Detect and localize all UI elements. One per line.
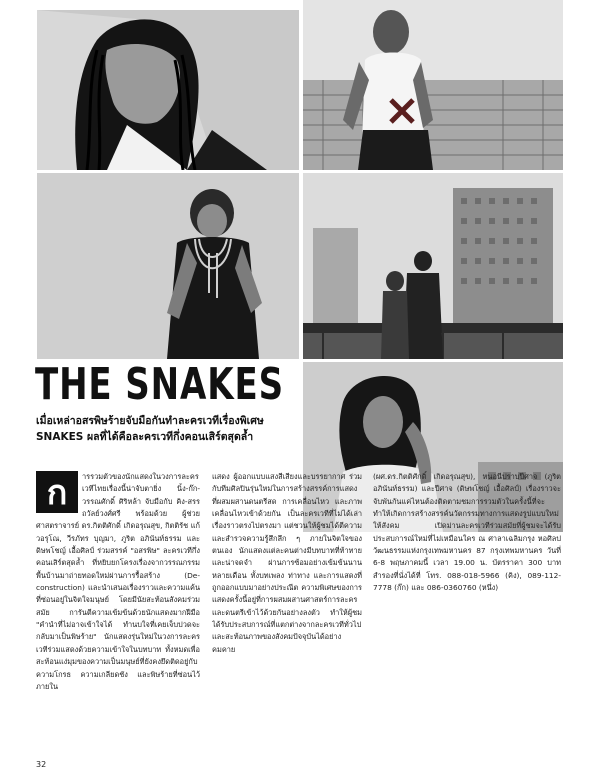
- photo-city-rooftop: [303, 173, 563, 359]
- article-subtitle: เมื่อเหล่าอสรพิษร้ายจับมือกันทำละครเวทีเรื่องพิเศษ SNAKES ผลที่ได้คือละครเวทีกึ่งคอนเสิร์ตสุดล้ำ: [36, 415, 264, 443]
- photo-chains-portrait: [37, 173, 299, 359]
- body-column-1-text: ารรวมตัวของนักแสดงในวงการละครเวทีไทยเรื่องนี้น่าจับตายิ่ง นิ้ง-ก๊ก-วรรณศักดิ์ ศิริหล้า จับมือกับ คิง-สรร ถวัลย์วงศ์ศรี พร้อมด้วย ผู้ช่วยศาสตราจารย์ ดร.กิตติศักดิ์ เกิดอรุณสุข, กิตติรัช แก้วอรุโณ, วีรภัทร บุญมา, ภูริต อภินันท์ธรรม และ ดิษพโชญ์ เอื้อศิลป์ ร่วมสรรค์ "อสรพิษ" ละครเวทีกึ่งคอนเสิร์ตสุดล้ำ ที่หยิบยกโครงเรื่องจากวรรณกรรมพื้นบ้านมาถ่ายทอดใหม่ผ่านการรื้อสร้าง (De-construction) และนำเสนอเรื่องราวและความแค้นที่ซ่อนอยู่ในจิตใจมนุษย์ โดยมีนัยสะท้อนสังคมร่วมสมัย การันตีความเข้มข้นด้วยนักแสดงมากฝีมือ "คำนำที่ไม่อาจเข้าใจได้ ทำนบใจที่เคยเจ็บปวดจะกลับมาเป็นพิษร้าย" นักแสดงรุ่นใหม่ในวงการละครเวทีร่วมแสดงด้วยความเข้าใจในบทบาท ทั้งหมดเพื่อสะท้อนแง่มุมของความเป็นมนุษย์ที่ยังคงยึดติดอยู่กับความโกรธ ความเกลียดชัง และพิษร้ายที่ซ่อนไว้ภายใน: [36, 472, 200, 691]
- article-title: THE SNAKES: [35, 359, 284, 410]
- body-column-2: แสดง ผู้ออกแบบแสงสีเสียงและบรรยากาศ ร่วมกับทีมศิลปินรุ่นใหม่ในการสร้างสรรค์การแสดงที่ผสมผสานดนตรีสด การเคลื่อนไหว และภาพเคลื่อนไหวเข้าด้วยกัน เป็นละครเวทีที่ไม่ได้เล่าเรื่องราวตรงไปตรงมา แต่ชวนให้ผู้ชมได้ตีความและสำรวจความรู้สึกลึก ๆ ภายในจิตใจของตนเอง นักแสดงแต่ละคนต่างมีบทบาทที่ท้าทายและน่าจดจำ ผ่านการซ้อมอย่างเข้มข้นนานหลายเดือน ทั้งบทเพลง ท่าทาง และการแสดงที่ถูกออกแบบมาอย่างประณีต ความพิเศษของการแสดงครั้งนี้อยู่ที่การผสมผสานศาสตร์การละครและดนตรีเข้าไว้ด้วยกันอย่างลงตัว ทำให้ผู้ชมได้รับประสบการณ์ที่แตกต่างจากละครเวทีทั่วไป และสะท้อนภาพของสังคมปัจจุบันได้อย่างคมคาย: [212, 472, 362, 654]
- drop-cap-space: [36, 471, 82, 517]
- body-column-3: (ผศ.ดร.กิตติศักดิ์ เกิดอรุณสุข), หนอนีปราบปีศาจ (ภูริต อภินันท์ธรรม) และปีศาจ (ดิษพโชญ์ เอื้อศิลป์) เรื่องราวจะจับพันกันแค่ไหนต้องติดตามชมการรวมตัวในครั้งนี้ที่จะทำให้เกิดการสร้างสรรค์นวัตกรรมทางการแสดงรูปแบบใหม่ให้สังคม เปิดม่านละครเวทีร่วมสมัยที่ผู้ชมจะได้รับประสบการณ์ใหม่ที่ไม่เหมือนใคร ณ ศาลาเฉลิมกรุง หอศิลปวัฒนธรรมแห่งกรุงเทพมหานคร 87 กรุงเทพมหานคร วันที่ 6-8 พฤษภาคมนี้ เวลา 19.00 น. บัตรราคา 300 บาท สำรองที่นั่งได้ที่ โทร. 088-018-5966 (คิง), 089-112-7778 (ก๊ก) และ 086-0360760 (หนึ่ง): [373, 472, 561, 593]
- photo-rooftop-tanktop: [303, 0, 563, 170]
- drop-cap: ก: [36, 471, 78, 513]
- photo-braided-portrait: [37, 10, 299, 170]
- body-column-1: [36, 471, 200, 766]
- page-number: 32: [36, 760, 47, 769]
